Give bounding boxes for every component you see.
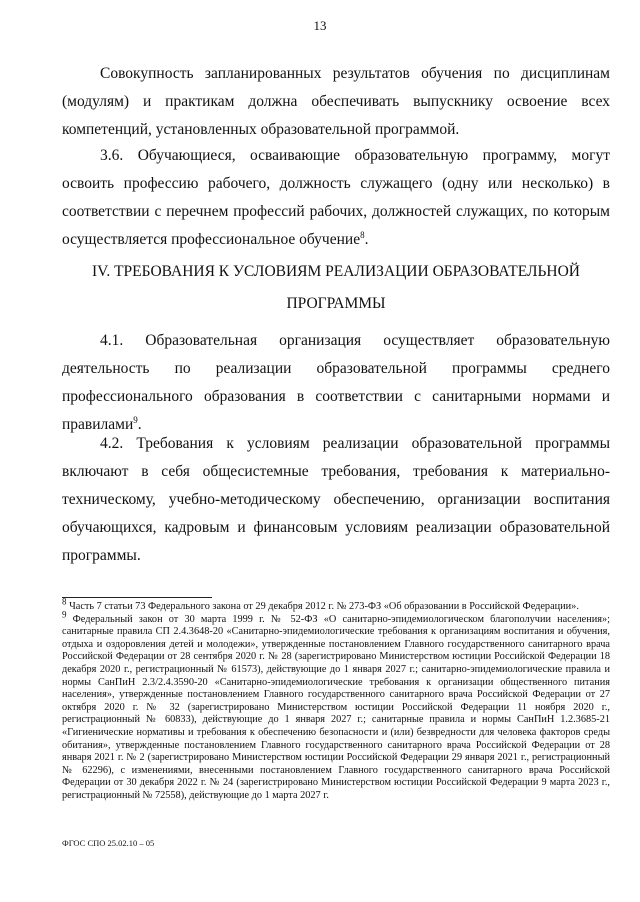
- footnote-8: [62, 596, 610, 614]
- paragraph-text-wrapper: 4.1. Образовательная организация осуществляет образовательную деятельность по реализации образовательной программы среднего профессионального образования в соответствии с санитарными нормами и правилами$^9$.: [62, 332, 610, 433]
- paragraph-text: 4.1. Образовательная организация осуществляет образовательную деятельность по реализации образовательной программы среднего профессионального образования в соответствии с санитарными нормами и правилами: [62, 332, 610, 433]
- footnote-number: 8: [62, 596, 67, 607]
- paragraph-3-6: [62, 142, 610, 254]
- paragraph-4-2: [62, 430, 610, 570]
- section-heading-line1: IV. ТРЕБОВАНИЯ К УСЛОВИЯМ РЕАЛИЗАЦИИ ОБРАЗОВАТЕЛЬНОЙ: [91, 263, 580, 280]
- footnote-text: Федеральный закон от 30 марта 1999 г. № 52-ФЗ «О санитарно-эпидемиологическом благополучии населения»; санитарные правила СП 2.4.3648-20 «Санитарно-эпидемиологические требования к организациям воспитания и обучения, отдыха и оздоровления детей и молодежи», утвержденные постановлением Главного государственного санитарного врача Российской Федерации от 28 сентября 2020 г. № 28 (зарегистрировано Министерством юстиции Российской Федерации 18 декабря 2020 г., регистрационный № 61573), действующие до 1 января 2027 г.; санитарно-эпидемиологические правила и нормы СанПиН 2.3/2.4.3590-20 «Санитарно-эпидемиологические требования к организации общественного питания населения», утвержденные постановлением Главного государственного санитарного врача Российской Федерации от 27 октября 2020 г. № 32 (зарегистрировано Министерством юстиции Российской Федерации 11 ноября 2020 г., регистрационный № 60833), действующие до 1 января 2027 г.; санитарные правила и нормы СанПиН 1.2.3685-21 «Гигиенические нормативы и требования к обеспечению безопасности и (или) безвредности для человека факторов среды обитания», утвержденные постановлением Главного государственного санитарного врача Российской Федерации от 28 января 2021 г. № 2 (зарегистрировано Министерством юстиции Российской Федерации 29 января 2021 г., регистрационный № 62296), с изменениями, внесенными постановлением Главного государственного санитарного врача Российской Федерации от 30 декабря 2022 г. № 24 (зарегистрировано Министерством юстиции Российской Федерации 9 марта 2023 г., регистрационный № 72558), действующие до 1 марта 2027 г.: [62, 613, 610, 801]
- paragraph-4-1: [62, 327, 610, 439]
- section-heading: [62, 256, 610, 320]
- paragraph-text: 3.6. Обучающиеся, осваивающие образовательную программу, могут освоить профессию рабочего, должность служащего (одну или несколько) в соответствии с перечнем профессий рабочих, должностей служащих, по которым осуществляется профессиональное обучение: [62, 147, 610, 248]
- section-heading-line2: ПРОГРАММЫ: [286, 295, 386, 312]
- footnotes: [62, 596, 610, 803]
- paragraph-text-wrapper: 3.6. Обучающиеся, осваивающие образовательную программу, могут освоить профессию рабочего, должность служащего (одну или несколько) в соответствии с перечнем профессий рабочих, должностей служащих, по которым осуществляется профессиональное обучение$^8$.: [62, 147, 610, 248]
- page-number: 13: [313, 18, 327, 33]
- footnote-9: [62, 609, 610, 803]
- footnote-ref-9[interactable]: 9: [133, 414, 138, 425]
- paragraph-text: Совокупность запланированных результатов обучения по дисциплинам (модулям) и практикам должна обеспечивать выпускнику освоение всех компетенций, установленных образовательной программой.: [62, 65, 610, 138]
- paragraph-text: 4.2. Требования к условиям реализации образовательной программы включают в себя общесистемные требования, требования к материально-техническому, учебно-методическому обеспечению, организации воспитания обучающихся, кадровым и финансовым условиям реализации образовательной программы.: [62, 435, 610, 564]
- footnote-text: Часть 7 статьи 73 Федерального закона от 29 декабря 2012 г. № 273-ФЗ «Об образовании в Российской Федерации».: [66, 601, 579, 612]
- paragraph-competencies: [62, 60, 610, 144]
- footnote-number: 9: [62, 609, 67, 620]
- footnote-ref-8[interactable]: 8: [360, 229, 365, 240]
- document-code: ФГОС СПО 25.02.10 – 05: [62, 838, 155, 848]
- footnote-divider: [62, 597, 212, 598]
